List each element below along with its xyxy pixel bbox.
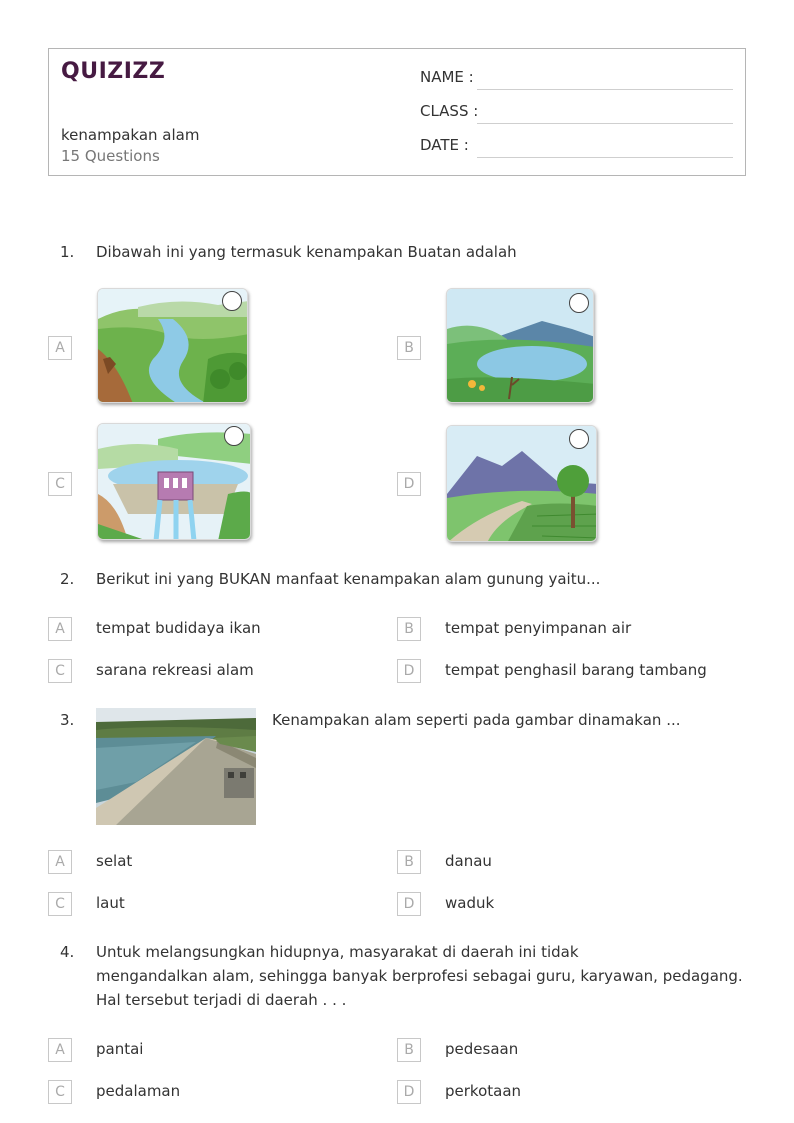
question-number: 4. bbox=[60, 943, 75, 961]
option-text[interactable]: pantai bbox=[96, 1040, 144, 1058]
option-text[interactable]: waduk bbox=[445, 894, 495, 912]
option-text[interactable]: pedalaman bbox=[96, 1082, 181, 1100]
option-text[interactable]: pedesaan bbox=[445, 1040, 519, 1058]
date-label: DATE : bbox=[420, 136, 469, 154]
option-d-image[interactable] bbox=[446, 425, 597, 542]
name-label: NAME : bbox=[420, 68, 474, 86]
radio-button[interactable] bbox=[222, 291, 242, 311]
radio-button[interactable] bbox=[569, 293, 589, 313]
option-text[interactable]: danau bbox=[445, 852, 492, 870]
question-number: 3. bbox=[60, 711, 75, 729]
question-count: 15 Questions bbox=[61, 147, 160, 165]
option-letter: D bbox=[397, 892, 421, 916]
option-text[interactable]: sarana rekreasi alam bbox=[96, 661, 254, 679]
option-text[interactable]: laut bbox=[96, 894, 125, 912]
name-field[interactable] bbox=[477, 89, 733, 90]
dam-photo bbox=[96, 708, 256, 825]
option-a-image[interactable] bbox=[97, 288, 248, 403]
option-text[interactable]: tempat penghasil barang tambang bbox=[445, 661, 707, 679]
option-letter: C bbox=[48, 892, 72, 916]
radio-button[interactable] bbox=[569, 429, 589, 449]
question-text-line: Hal tersebut terjadi di daerah . . . bbox=[96, 991, 347, 1009]
option-b-image[interactable] bbox=[446, 288, 594, 403]
question-number: 2. bbox=[60, 570, 75, 588]
option-letter: A bbox=[48, 1038, 72, 1062]
date-field[interactable] bbox=[477, 157, 733, 158]
option-letter: B bbox=[397, 850, 421, 874]
quiz-title: kenampakan alam bbox=[61, 126, 200, 144]
option-text[interactable]: perkotaan bbox=[445, 1082, 522, 1100]
option-c-image[interactable] bbox=[97, 423, 251, 540]
option-letter: A bbox=[48, 850, 72, 874]
option-letter: C bbox=[48, 1080, 72, 1104]
option-text[interactable]: tempat budidaya ikan bbox=[96, 619, 261, 637]
option-letter: A bbox=[48, 336, 72, 360]
option-letter: C bbox=[48, 472, 72, 496]
question-text: Berikut ini yang BUKAN manfaat kenampakan alam gunung yaitu... bbox=[96, 570, 601, 588]
option-letter: D bbox=[397, 659, 421, 683]
question-text: Kenampakan alam seperti pada gambar dinamakan ... bbox=[272, 711, 681, 729]
question-text-line: Untuk melangsungkan hidupnya, masyarakat di daerah ini tidak bbox=[96, 943, 579, 961]
option-letter: A bbox=[48, 617, 72, 641]
option-letter: B bbox=[397, 1038, 421, 1062]
question-text: Dibawah ini yang termasuk kenampakan Buatan adalah bbox=[96, 243, 517, 261]
question-text bbox=[96, 940, 743, 1012]
option-letter: B bbox=[397, 336, 421, 360]
worksheet-header bbox=[48, 48, 746, 176]
class-field[interactable] bbox=[477, 123, 733, 124]
option-letter: C bbox=[48, 659, 72, 683]
option-text[interactable]: tempat penyimpanan air bbox=[445, 619, 632, 637]
class-label: CLASS : bbox=[420, 102, 479, 120]
option-letter: B bbox=[397, 617, 421, 641]
option-letter: D bbox=[397, 1080, 421, 1104]
question-text-line: mengandalkan alam, sehingga banyak berprofesi sebagai guru, karyawan, pedagang. bbox=[96, 967, 743, 985]
quizizz-logo: QUIZIZZ bbox=[61, 59, 166, 84]
radio-button[interactable] bbox=[224, 426, 244, 446]
option-letter: D bbox=[397, 472, 421, 496]
question-number: 1. bbox=[60, 243, 75, 261]
option-text[interactable]: selat bbox=[96, 852, 133, 870]
